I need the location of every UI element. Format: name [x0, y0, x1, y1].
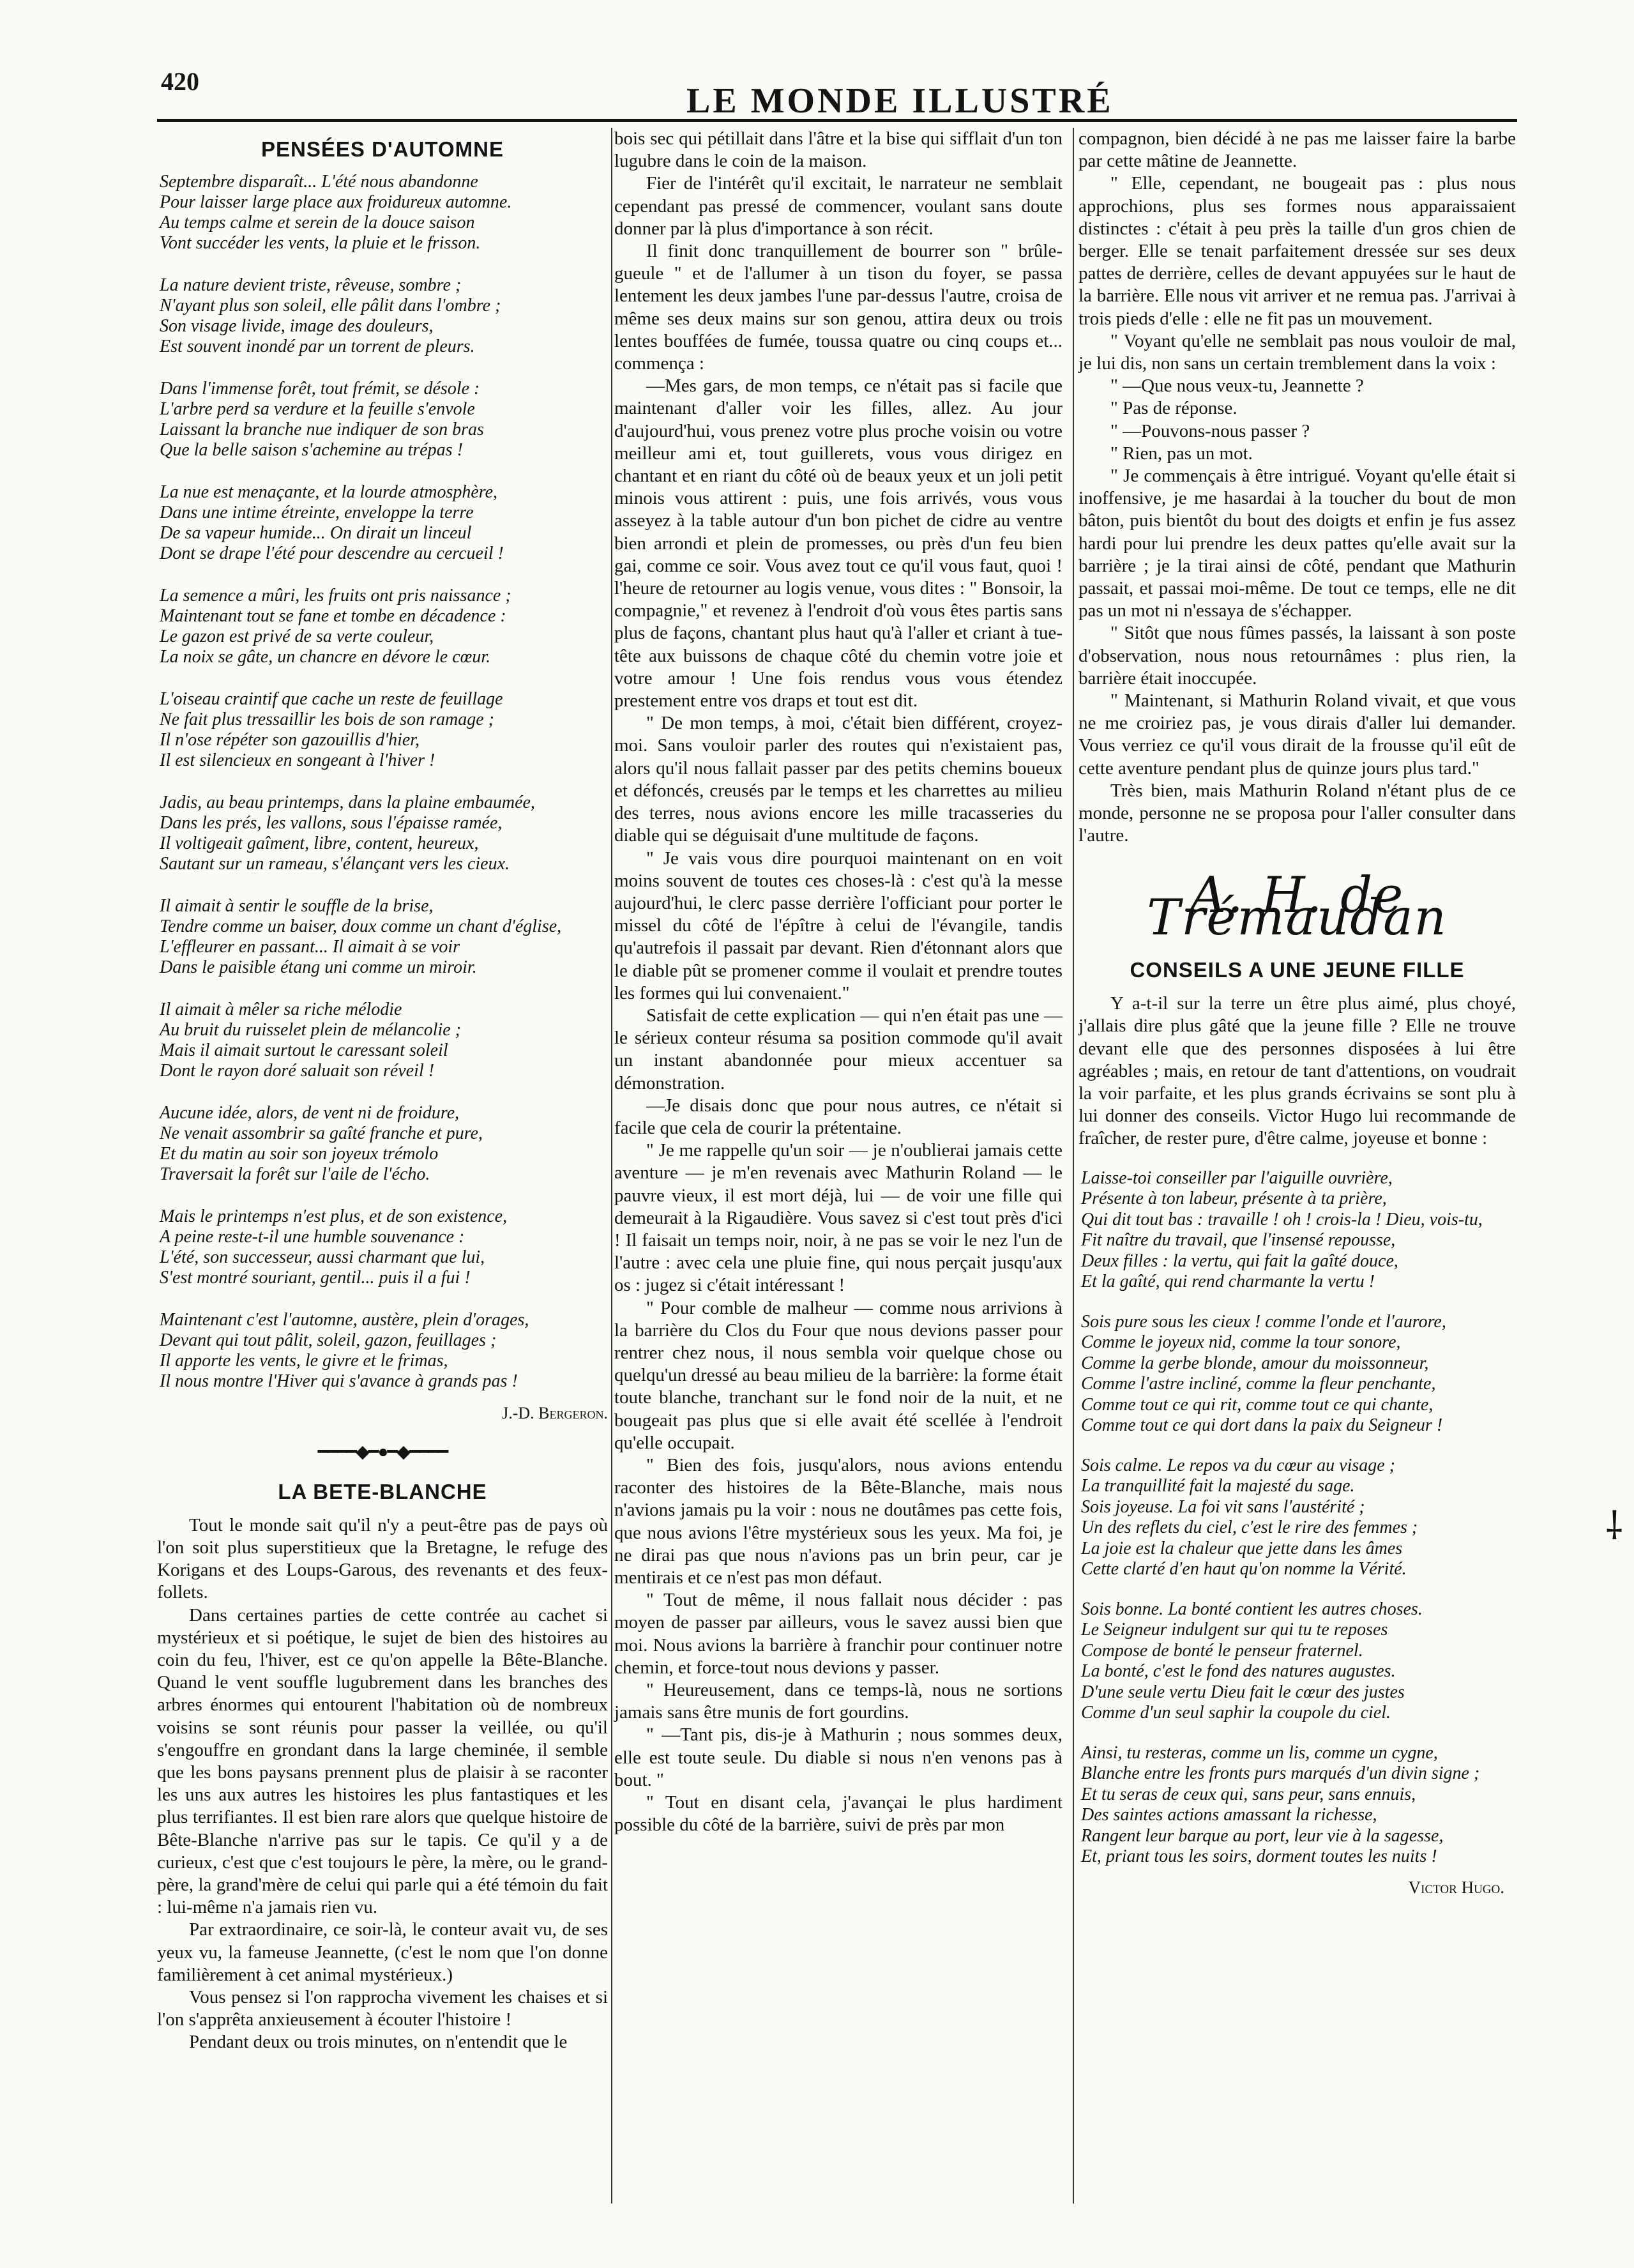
stanza	[160, 1103, 608, 1185]
paragraph: " Tout de même, il nous fallait nous décider : pas moyen de passer par ailleurs, vous le savez aussi bien que moi. Nous avions la barrière à franchir pour continuer notre chemin, et force-tout nous devions y passer.	[614, 1590, 1063, 1678]
verse-line: Rangent leur barque au port, leur vie à la sagesse,	[1081, 1825, 1444, 1846]
paragraph: " Je me rappelle qu'un soir — je n'oublierai jamais cette aventure — je m'en revenais avec Mathurin Roland — le pauvre vieux, il est mort déjà, lui — de voir une fille qui demeurait à la Rigaudière. Vous savez si c'est tout près d'ici ! Il faisait un temps noir, noir, à ne pas se voir le nez l'un de l'autre : avec cela une pluie fine, qui nous perçait jusqu'aux os : jugez si c'était intéressant !	[614, 1140, 1063, 1296]
paragraph: " Je commençais à être intrigué. Voyant qu'elle était si inoffensive, je me hasardai à la toucher du bout de mon bâton, puis bientôt du bout des doigts et enfin je fus assez hardi pour lui prendre les deux pattes qu'elle avait sur la barrière ; je la tirai ainsi de côté, pendant que Mathurin passait, et passai moi-même. De tout ce temps, elle ne dit pas un mot ni n'essaya de s'échapper.	[1078, 466, 1516, 621]
stanza	[160, 275, 608, 357]
paragraph: compagnon, bien décidé à ne pas me laisser faire la barbe par cette mâtine de Jeannette.	[1078, 128, 1516, 172]
verse-line: Fit naître du travail, que l'insensé repousse,	[1081, 1230, 1396, 1251]
verse-line: Au temps calme et serein de la douce saison	[160, 213, 475, 233]
paragraph: " Pas de réponse.	[1110, 398, 1237, 419]
verse-line: Blanche entre les fronts purs marqués d'un divin signe ;	[1081, 1763, 1480, 1784]
verse-line: Il aimait à sentir le souffle de la brise,	[160, 896, 434, 917]
poem-signature	[157, 1402, 608, 1424]
verse-line: L'arbre perd sa verdure et la feuille s'envole	[160, 399, 475, 420]
verse-line: Sois calme. Le repos va du cœur au visage ;	[1081, 1455, 1395, 1475]
header-rule	[157, 119, 1517, 122]
verse-line: Sois joyeuse. La foi vit sans l'austérité ;	[1081, 1496, 1365, 1517]
paragraph: Par extraordinaire, ce soir-là, le conteur avait vu, de ses yeux vu, la fameuse Jeannette, (c'est le nom que l'on donne familièrement à cet animal mystérieux.)	[157, 1919, 608, 1985]
stanza	[160, 1000, 608, 1081]
verse-line: Jadis, au beau printemps, dans la plaine embaumée,	[160, 793, 535, 813]
column-3	[1078, 128, 1516, 1899]
stanza	[160, 896, 608, 978]
poem-signature-victor-hugo: Victor Hugo.	[1408, 1877, 1504, 1897]
stanza	[160, 1310, 608, 1392]
column-1	[157, 128, 608, 2054]
paragraph: " Rien, pas un mot.	[1110, 443, 1253, 464]
verse-line: La joie est la chaleur que jette dans les âmes	[1081, 1538, 1403, 1558]
verse-line: Pour laisser large place aux froidureux automne.	[160, 192, 512, 213]
paragraph: " Voyant qu'elle ne semblait pas nous vouloir de mal, je lui dis, non sans un certain tremblement dans la voix :	[1078, 330, 1516, 374]
stanza	[160, 1206, 608, 1288]
verse-line: Sois pure sous les cieux ! comme l'onde et l'aurore,	[1081, 1311, 1446, 1332]
verse-line: Cette clarté d'en haut qu'on nomme la Vérité.	[1081, 1559, 1407, 1579]
story-title: LA BETE-BLANCHE	[278, 1479, 487, 1503]
verse-line: L'effleurer en passant... Il aimait à se voir	[160, 937, 460, 957]
verse-line: Et, priant tous les soirs, dorment toutes les nuits !	[1081, 1846, 1437, 1867]
verse-line: Il apporte les vents, le givre et le frimas,	[160, 1351, 448, 1371]
poem-pensees-d-automne	[157, 172, 608, 1392]
paragraph: Il finit donc tranquillement de bourrer son " brûle-gueule " et de l'allumer à un tison du foyer, se passa lentement les deux jambes l'une par-dessus l'autre, croisa de même ses deux mains sur son genou, attira deux ou trois lentes bouffées de fumée, toussa quatre ou cinq coups et... commença :	[614, 241, 1063, 374]
column-divider	[611, 128, 612, 2203]
verse-line: Laisse-toi conseiller par l'aiguille ouvrière,	[1081, 1168, 1393, 1188]
signature-initials: J.-D.	[502, 1404, 539, 1423]
author-autograph: A. H. de Trémaudan	[1147, 866, 1448, 947]
poem-victor-hugo	[1078, 1168, 1516, 1868]
verse-line: Des saintes actions amassant la richesse,	[1081, 1805, 1377, 1825]
paragraph: Pendant deux ou trois minutes, on n'entendit que le	[189, 2032, 568, 2053]
verse-line: Devant qui tout pâlit, soleil, gazon, feuillages ;	[160, 1330, 497, 1351]
verse-line: Comme la gerbe blonde, amour du moissonneur,	[1081, 1353, 1429, 1373]
verse-line: Sois bonne. La bonté contient les autres choses.	[1081, 1599, 1423, 1619]
stanza	[160, 172, 608, 254]
verse-line: Dans les prés, les vallons, sous l'épaisse ramée,	[160, 813, 503, 833]
verse-line: Septembre disparaît... L'été nous abandonne	[160, 172, 478, 192]
verse-line: La semence a mûri, les fruits ont pris naissance ;	[160, 586, 511, 606]
paragraph: Très bien, mais Mathurin Roland n'étant plus de ce monde, personne ne se proposa pour l'aller consulter dans l'autre.	[1078, 780, 1516, 846]
paragraph: Fier de l'intérêt qu'il excitait, le narrateur ne semblait cependant pas pressé de commencer, voulant sans doute donner par là plus d'importance à son récit.	[614, 173, 1063, 239]
poem-title: PENSÉES D'AUTOMNE	[261, 137, 504, 161]
paragraph: " —Pouvons-nous passer ?	[1110, 420, 1310, 441]
verse-line: Maintenant c'est l'automne, austère, plein d'orages,	[160, 1310, 529, 1330]
verse-line: Et tu seras de ceux qui, sans peur, sans ennuis,	[1081, 1784, 1416, 1804]
paragraph: " —Que nous veux-tu, Jeannette ?	[1110, 376, 1364, 397]
verse-line: La bonté, c'est le fond des natures augustes.	[1081, 1661, 1396, 1682]
verse-line: Son visage livide, image des douleurs,	[160, 316, 434, 337]
margin-fleuron-ornament: ⸸	[1605, 1505, 1624, 1548]
verse-line: Aucune idée, alors, de vent ni de froidure,	[160, 1103, 460, 1123]
verse-line: N'ayant plus son soleil, elle pâlit dans l'ombre ;	[160, 296, 501, 316]
verse-line: Comme tout ce qui rit, comme tout ce qui chante,	[1081, 1394, 1434, 1415]
stanza	[160, 793, 608, 874]
paragraph: " —Tant pis, dis-je à Mathurin ; nous sommes deux, elle est toute seule. Du diable si nous n'en venons pas à bout. "	[614, 1724, 1063, 1790]
stanza	[160, 689, 608, 771]
stanza	[1081, 1312, 1516, 1436]
verse-line: A peine reste-t-il une humble souvenance :	[160, 1227, 465, 1247]
verse-line: Comme le joyeux nid, comme la tour sonore,	[1081, 1332, 1401, 1353]
verse-line: Il aimait à mêler sa riche mélodie	[160, 1000, 402, 1020]
verse-line: La noix se gâte, un chancre en dévore le cœur.	[160, 647, 491, 667]
verse-line: Le gazon est privé de sa verte couleur,	[160, 627, 434, 647]
verse-line: Il nous montre l'Hiver qui s'avance à grands pas !	[160, 1371, 518, 1392]
paragraph: " Pour comble de malheur — comme nous arrivions à la barrière du Clos du Four que nous devions passer pour rentrer chez nous, il nous sembla voir quelque chose ou quelqu'un dressé au beau milieu de la barrière: la forme était toute blanche, tranchant sur le fond noir de la nuit, et ne bougeait pas plus que si elle avait été scellée à l'endroit qu'elle occupait.	[614, 1297, 1063, 1453]
signature-name: Bergeron.	[538, 1404, 608, 1423]
verse-line: Sautant sur un rameau, s'élançant vers les cieux.	[160, 854, 510, 874]
verse-line: Comme l'astre incliné, comme la fleur penchante,	[1081, 1374, 1436, 1394]
verse-line: L'oiseau craintif que cache un reste de feuillage	[160, 689, 503, 710]
page-number: 420	[161, 67, 199, 96]
verse-line: Que la belle saison s'achemine au trépas !	[160, 440, 463, 460]
stanza	[1081, 1456, 1516, 1580]
story-continuation	[1078, 128, 1516, 848]
stanza	[1081, 1168, 1516, 1293]
advice-intro: Y a-t-il sur la terre un être plus aimé, plus choyé, j'allais dire plus gâté que la jeune fille ? Elle ne trouve devant elle que des personnes disposées à lui être agréables ; mais, en retour de tant d'attentions, on voudrait la voir parfaite, et les plus grands écrivains se sont plu à lui donner des conseils. Victor Hugo lui recommande de fraîcher, de rester pure, d'être calme, joyeuse et bonne :	[1078, 993, 1516, 1149]
ornament-divider: ━━━━◆━●━◆━━━━	[317, 1442, 448, 1463]
stanza	[160, 379, 608, 460]
verse-line: Dont se drape l'été pour descendre au cercueil !	[160, 544, 504, 564]
verse-line: Il voltigeait gaîment, libre, content, heureux,	[160, 833, 479, 854]
verse-line: Ne fait plus tressaillir les bois de son ramage ;	[160, 710, 494, 730]
masthead-title: LE MONDE ILLUSTRÉ	[686, 81, 1114, 121]
advice-title: CONSEILS A UNE JEUNE FILLE	[1130, 957, 1465, 982]
verse-line: Et la gaîté, qui rend charmante la vertu !	[1081, 1272, 1375, 1292]
verse-line: Dont le rayon doré saluait son réveil !	[160, 1061, 435, 1081]
paragraph: " Elle, cependant, ne bougeait pas : plus nous approchions, plus ses formes nous apparaissaient distinctes : c'était à peu près la taille d'un gros chien de berger. Elle se tenait parfaitement dressée sur ses deux pattes de derrière, celles de devant appuyées sur le haut de la barrière. Elle nous vit arriver et ne remua pas. J'arrivai à trois pieds d'elle : elle ne fit pas un mouvement.	[1078, 173, 1516, 329]
verse-line: Dans une intime étreinte, enveloppe la terre	[160, 503, 474, 523]
paragraph: bois sec qui pétillait dans l'âtre et la bise qui sifflait d'un ton lugubre dans le coin de la maison.	[614, 128, 1063, 172]
verse-line: Ainsi, tu resteras, comme un lis, comme un cygne,	[1081, 1742, 1438, 1763]
stanza	[1081, 1599, 1516, 1724]
paragraph: " De mon temps, à moi, c'était bien différent, croyez-moi. Sans vouloir parler des routes qui n'existaient pas, alors qu'il nous fallait passer par des petits chemins boueux et défoncés, creusés par le temps et les charrettes au milieu des terres, nous avions encore les mille tracasseries du diable qui se déguisait d'une multitude de façons.	[614, 713, 1063, 846]
verse-line: Le Seigneur indulgent sur qui tu te reposes	[1081, 1620, 1388, 1640]
verse-line: Comme d'un seul saphir la coupole du ciel.	[1081, 1703, 1391, 1723]
paragraph: Satisfait de cette explication — qui n'en était pas une — le sérieux conteur résuma sa position commode qu'il avait un instant abandonnée pour mieux accentuer sa démonstration.	[614, 1005, 1063, 1093]
verse-line: Mais le printemps n'est plus, et de son existence,	[160, 1206, 508, 1227]
verse-line: S'est montré souriant, gentil... puis il a fui !	[160, 1268, 471, 1288]
column-2	[614, 128, 1063, 1836]
verse-line: Dans le paisible étang uni comme un miroir.	[160, 957, 477, 978]
stanza	[160, 482, 608, 564]
paragraph: " Maintenant, si Mathurin Roland vivait, et que vous ne me croiriez pas, je vous dirais d'aller lui demander. Vous verriez ce qu'il vous dirait de la frousse qu'il eût de cette aventure pendant plus de quinze jours plus tard."	[1078, 690, 1516, 779]
verse-line: Au bruit du ruisselet plein de mélancolie ;	[160, 1020, 462, 1040]
column-divider	[1073, 128, 1074, 2203]
verse-line: Ne venait assombrir sa gaîté franche et pure,	[160, 1123, 483, 1144]
stanza	[160, 586, 608, 667]
verse-line: Présente à ton labeur, présente à ta prière,	[1081, 1189, 1387, 1209]
paragraph: " Je vais vous dire pourquoi maintenant on en voit moins souvent de toutes ces choses-là : c'est qu'à la messe aujourd'hui, le clerc passe derrière l'officiant pour porter le missel du côté de l'épître à celui de l'évangile, tandis qu'autrefois il passait par devant. Rien d'étonnant alors que le diable pût se promener comme il voulait et prendre toutes les formes qui lui convenaient."	[614, 848, 1063, 1003]
verse-line: Il n'ose répéter son gazouillis d'hier,	[160, 730, 420, 750]
verse-line: Traversait la forêt sur l'aile de l'écho.	[160, 1164, 430, 1185]
verse-line: D'une seule vertu Dieu fait le cœur des justes	[1081, 1682, 1405, 1702]
verse-line: Mais il aimait surtout le caressant soleil	[160, 1040, 448, 1061]
paragraph: —Je disais donc que pour nous autres, ce n'était si facile que cela de courir la prétentaine.	[614, 1095, 1063, 1138]
verse-line: Comme tout ce qui dort dans la paix du Seigneur !	[1081, 1415, 1443, 1436]
verse-line: Tendre comme un baiser, doux comme un chant d'église,	[160, 917, 562, 937]
paragraph: " Bien des fois, jusqu'alors, nous avions entendu raconter des histoires de la Bête-Blanche, mais nous n'avions jamais pu la voir : nous ne doutâmes pas cette fois, que nous avions l'être mystérieux sous les yeux. Ma foi, je ne dirai pas que nous n'avions pas un brin peur, car je mentirais et ce n'est pas mon défaut.	[614, 1454, 1063, 1588]
verse-line: Dans l'immense forêt, tout frémit, se désole :	[160, 379, 480, 399]
verse-line: Vont succéder les vents, la pluie et le frisson.	[160, 233, 481, 254]
verse-line: Il est silencieux en songeant à l'hiver !	[160, 750, 435, 771]
verse-line: La nature devient triste, rêveuse, sombre ;	[160, 275, 462, 296]
verse-line: Laissant la branche nue indiquer de son bras	[160, 420, 484, 440]
verse-line: De sa vapeur humide... On dirait un linceul	[160, 523, 472, 544]
paragraph: —Mes gars, de mon temps, ce n'était pas si facile que maintenant d'aller voir les filles, allez. Au jour d'aujourd'hui, vous prenez votre plus proche voisin ou votre meilleur ami et, tout guillerets, vous vous dirigez en chantant et en riant du côté où de beaux yeux et un joli petit minois vous attirent : puis, une fois arrivés, vous vous asseyez à la table autour d'un bon pichet de cidre au ventre bien arrondi et plein de promesses, ou près d'un feu bien gai, comme ce soir. Vous avez tout ce qu'il vous faut, quoi ! l'heure de retourner au logis venue, vous dites : " Bonsoir, la compagnie," et revenez à l'endroit d'où vous êtes partis sans plus de façons, chantant plus haut qu'à l'aller et criant à tue-tête aux buissons de chaque côté du chemin votre joie et votre amour ! Une fois rendus vous vous étendez prestement entre vos draps et tout est dit.	[614, 376, 1063, 712]
verse-line: La nue est menaçante, et la lourde atmosphère,	[160, 482, 498, 503]
verse-line: Qui dit tout bas : travaille ! oh ! crois-la ! Dieu, vois-tu,	[1081, 1209, 1483, 1229]
verse-line: Et du matin au soir son joyeux trémolo	[160, 1144, 439, 1164]
paragraph: Tout le monde sait qu'il n'y a peut-être pas de pays où l'on soit plus superstitieux que la Bretagne, le refuge des Korigans et des Loups-Garous, des revenants et des feux-follets.	[157, 1514, 608, 1603]
stanza	[1081, 1743, 1516, 1868]
verse-line: La tranquillité fait la majesté du sage.	[1081, 1476, 1355, 1496]
verse-line: Deux filles : la vertu, qui fait la gaîté douce,	[1081, 1251, 1398, 1271]
story-text	[157, 1514, 608, 2054]
verse-line: L'été, son successeur, aussi charmant que lui,	[160, 1247, 485, 1268]
paragraph: " Tout en disant cela, j'avançai le plus hardiment possible du côté de la barrière, suivi de près par mon	[614, 1792, 1063, 1836]
paragraph: " Sitôt que nous fûmes passés, la laissant à son poste d'observation, nous nous retournâmes : plus rien, la barrière était inoccupée.	[1078, 623, 1516, 689]
paragraph: " Heureusement, dans ce temps-là, nous ne sortions jamais sans être munis de fort gourdins.	[614, 1680, 1063, 1723]
paragraph: Vous pensez si l'on rapprocha vivement les chaises et si l'on s'apprêta anxieusement à écouter l'histoire !	[157, 1987, 608, 2030]
verse-line: Maintenant tout se fane et tombe en décadence :	[160, 606, 506, 627]
verse-line: Compose de bonté le penseur fraternel.	[1081, 1640, 1363, 1661]
paragraph: Dans certaines parties de cette contrée au cachet si mystérieux et si poétique, le sujet de bien des histoires au coin du feu, l'hiver, est ce qu'on appelle la Bête-Blanche. Quand le vent souffle lugubrement dans les branches des arbres énormes qui entourent l'habitation où de nombreux voisins se sont réunis pour passer la veillée, ou qu'il s'engouffre en grondant dans la large cheminée, il semble que les bons paysans prennent plus de plaisir à se raconter les uns aux autres les histoires les plus fantastiques et les plus terrifiantes. Il est bien rare alors que quelque histoire de Bête-Blanche n'arrive pas sur le tapis. Ce qu'il y a de curieux, c'est que c'est toujours le père, la mère, ou le grand-père, la grand'mère de celui qui parle qui a été témoin du fait : lui-même n'a jamais rien vu.	[157, 1604, 608, 1918]
verse-line: Est souvent inondé par un torrent de pleurs.	[160, 337, 475, 357]
verse-line: Un des reflets du ciel, c'est le rire des femmes ;	[1081, 1518, 1418, 1538]
